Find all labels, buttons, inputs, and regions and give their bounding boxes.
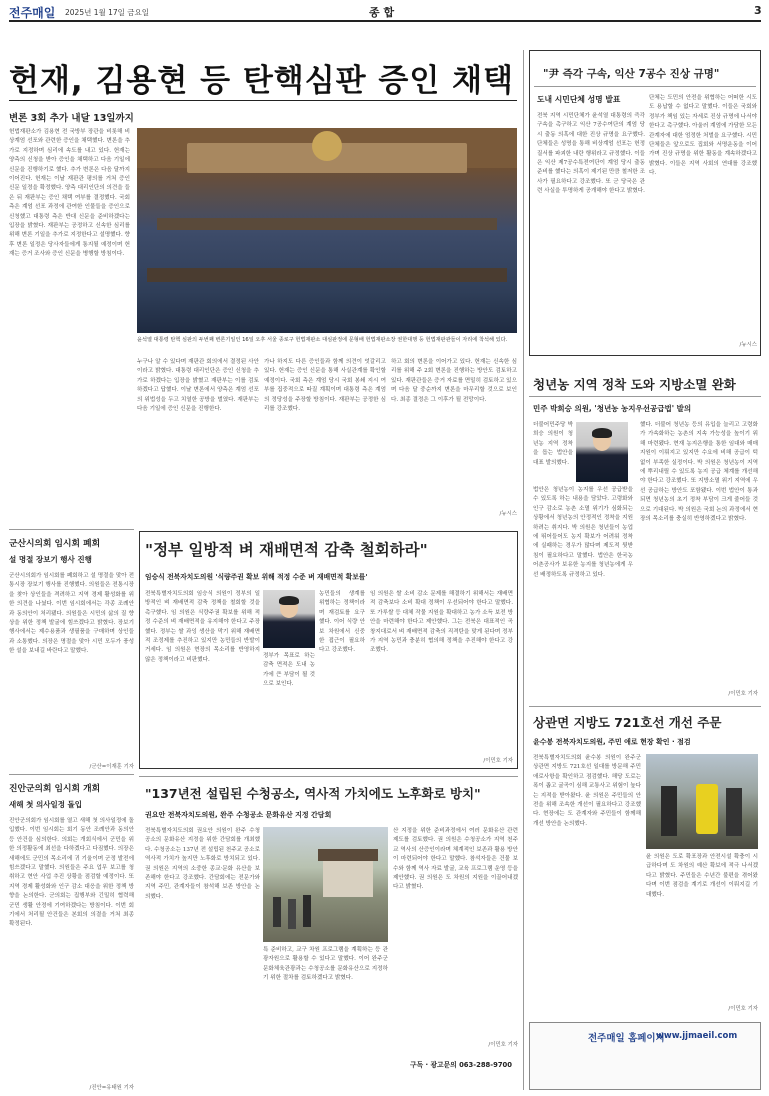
bottom-center-body-col2: 특 준비하고, 교구 차원 프로그램을 계획하는 등 관광자원으로 활용할 수 있다고 말했다. 이어 완주군 문화체육관광과는 수청공소를 문화유산으로 지정하기 위한 절차를 검토하겠다고 밝혔다. — [263, 947, 388, 982]
lead-subhead: 변론 3회 추가 내달 13일까지 — [9, 113, 134, 124]
issue-date: 2025년 1월 17일 금요일 — [65, 8, 150, 17]
lead-body-col2: 누구나 알 수 있다며 재판관 회의에서 결정된 사안이라고 밝혔다. 대통령 대리인단은 증인 신청을 추가로 하겠다는 입장을 밝혔고 재판부는 이를 검토하겠다고 답했다. 이날 변론에서 양측은 계엄 선포의 위법성을 두고 치열한 공방을 벌였다. 재판부는 다음 기일에 증인 신문을 진행한다. — [137, 359, 259, 413]
right-top-rule — [534, 86, 756, 87]
lead-body-col1: 헌법재판소가 김용현 전 국방부 장관을 비롯해 비상계엄 선포와 관련한 증인을 채택했다. 변론을 추가로 지정하며 심리에 속도를 내고 있다. 헌재는 양측의 신청을 받아 증인을 채택하고 다음 기일에 신문을 진행하기로 했다. 추가 변론은 다음 달까지 이어진다. 헌재는 이날 재판관 평의를 거쳐 증인 신문 일정을 확정했다. 양측 대리인단의 의견을 들은 뒤 재판부는 증인 채택 여부를 결정했다. 국회 측은 계엄 선포 과정에 관여한 인물들을 증인으로 신청했고 대통령 측은 반대 신문을 준비하겠다는 입장을 밝혔다. 재판부는 공정하고 신속한 심리를 위해 변론 기일을 추가로 지정한다고 설명했다. 향후 변론 일정은 당사자들에게 통지될 예정이며 헌재는 증거 조사와 증인 신문을 병행할 방침이다. — [9, 129, 130, 258]
right-top-byline: /뉴시스 — [739, 342, 757, 348]
bottom-center-byline: /이민호 기자 — [488, 1042, 518, 1048]
bottom-center-headline: "137년전 설립된 수청공소, 역사적 가치에도 노후화로 방치" — [145, 786, 481, 801]
right-top-body-col1: 전북 지역 시민단체가 윤석열 대통령의 즉각 구속을 촉구하고 익산 7공수여단의 계엄 당시 출동 의혹에 대한 진상 규명을 요구했다. 단체들은 성명을 통해 비상계엄 선포는 헌정 질서를 파괴한 내란 행위라고 규정했다. 이들은 익산 제7공수특전여단이 계엄 당시 출동 준비를 했다는 의혹이 제기된 만큼 철저한 조사가 필요하다고 강조했다. 또 군 당국은 관련 사실을 투명하게 공개해야 한다고 밝혔다. — [537, 113, 645, 195]
lead-headline: 헌재, 김용현 등 탄핵심판 증인 채택 — [9, 63, 514, 99]
homepage-label: 전주매일 홈페이지 — [588, 1033, 665, 1044]
column-divider — [523, 50, 524, 1090]
right-top-headline: "尹 즉각 구속, 익산 7공수 진상 규명" — [543, 68, 720, 80]
bottom-center-rule-top — [139, 776, 518, 777]
brand-logo: 전주매일 — [9, 6, 56, 20]
right-top-body-col2: 단체는 도민의 안전을 위협하는 어떠한 시도도 용납할 수 없다고 말했다. 이들은 국회와 정부가 책임 있는 자세로 진상 규명에 나서야 한다고 촉구했다. 아울러 계엄에 가담한 모든 관계자에 대한 엄정한 처벌을 요구했다. 시민단체들은 앞으로도 집회와 서명운동을 이어가며 진상 규명을 위한 활동을 계속하겠다고 밝혔다. 이들은 지역 사회의 연대를 강조했다. — [649, 95, 757, 177]
right-mid-body-col1: 법안은 청년농이 농지를 우선 공급받을 수 있도록 하는 내용을 담았다. 고령화와 인구 감소로 농촌 소멸 위기가 심화되는 상황에서 청년농의 안정적인 정착을 지원하려는 취지다. 박 의원은 청년들이 농업에 뛰어들어도 농지 확보가 어려워 정착에 실패하는 경우가 많다며 제도적 뒷받침이 필요하다고 말했다. 법안은 한국농어촌공사가 보유한 농지를 청년농에게 우선 배정하도록 규정하고 있다. — [533, 487, 633, 578]
left-bottom-byline: /진안=유태원 기자 — [89, 1085, 134, 1091]
center-box-body-col2b: 농민들의 생계를 위협하는 정책이라며 재검토를 요구했다. 이어 식량 안보 차원에서 신중한 접근이 필요하다고 강조했다. — [319, 591, 365, 654]
right-mid-subhead: 민주 박희승 의원, '청년농 농지우선공급법' 발의 — [533, 404, 692, 413]
lawmaker-portrait — [576, 422, 628, 482]
right-mid-body-lead: 더불어민주당 박희승 의원이 청년농 지역 정착을 돕는 법안을 대표 발의했다. — [533, 422, 573, 466]
bottom-right-headline: 상관면 지방도 721호선 개선 주문 — [533, 715, 722, 730]
right-mid-body-col2: 했다. 더불어 청년농 등의 유입을 늘리고 고령화가 가속화하는 농촌의 지속 가능성을 높이기 위해 마련됐다. 현재 농지은행을 통한 임대와 매매 지원이 이뤄지고 있지만 수요에 비해 공급이 턱없이 부족한 실정이다. 박 의원은 청년농이 지역에 뿌리내릴 수 있도록 농지 공급 체계를 개선해야 한다고 강조했다. 또 지방소멸 위기 지역에 우선 공급하는 방안도 포함됐다. 이번 법안이 통과되면 청년농의 초기 정착 부담이 크게 줄어들 것으로 기대된다. 박 의원은 국회 논의 과정에서 현장의 목소리를 충실히 반영하겠다고 밝혔다. — [640, 422, 758, 523]
bottom-right-subhead: 윤수봉 전북자치도의원, 주민 애로 현장 확인 · 점검 — [533, 738, 691, 746]
left-mid-byline: /군산=이재훈 기자 — [89, 764, 134, 770]
left-bottom-body: 진안군의회가 임시회를 열고 새해 첫 의사일정에 돌입했다. 이번 임시회는 회기 동안 조례안과 동의안 등 안건을 심의한다. 의회는 개회식에서 군민을 위한 의정활동에 최선을 다하겠다고 다짐했다. 의장은 새해에도 군민의 목소리에 귀 기울이며 군정 발전에 힘쓰겠다고 말했다. 의원들은 주요 업무 보고를 청취하고 현안 사업 추진 상황을 점검할 예정이다. 또 지역 경제 활성화와 인구 감소 대응을 위한 정책 방향을 논의한다. 군의회는 집행부와 긴밀히 협력해 군민 생활 안정에 기여하겠다는 방침이다. 이번 회기에서 처리될 안건들은 본회의 의결을 거쳐 최종 확정된다. — [9, 818, 134, 928]
left-mid-headline: 군산시의회 임시회 폐회 — [9, 539, 101, 549]
center-box-byline: /이민호 기자 — [483, 758, 513, 764]
section-name: 종 합 — [369, 6, 395, 19]
bottom-center-body-col3: 산 지정을 위한 준비과정에서 여러 문화유산 관련 제도를 검토했다. 권 의원은 수청공소가 지역 천주교 역사의 산증인이라며 체계적인 보존과 활용 방안이 마련되어야 한다고 말했다. 참석자들은 건물 보수와 함께 역사 자료 발굴, 교육 프로그램 운영 등을 제안했다. 권 의원은 도 차원의 지원을 이끌어내겠다고 밝혔다. — [393, 828, 518, 891]
right-mid-byline: /이민호 기자 — [728, 691, 758, 697]
left-mid-body: 군산시의회가 임시회를 폐회하고 설 명절을 맞아 전통시장 장보기 행사를 진행했다. 의원들은 전통시장을 찾아 상인들을 격려하고 지역 경제 활성화를 위한 의견을 나눴다. 이번 임시회에서는 각종 조례안과 동의안이 처리됐다. 의원들은 시민의 삶의 질 향상을 위한 정책 발굴에 힘쓰겠다고 밝혔다. 장보기 행사에서는 제수용품과 생필품을 구매하며 상인들과 소통했다. 의장은 명절을 맞아 시민 모두가 풍성한 설을 보내길 바란다고 말했다. — [9, 573, 134, 655]
lead-body-col4: 하고 회의 변론을 이어가고 있다. 헌재는 신속한 심리를 위해 주 2회 변론을 진행하는 방안도 검토하고 있다. 재판관들은 증거 자료를 면밀히 검토하고 있으며 다음 달 중순까지 변론을 마무리할 것으로 보인다. 최종 결정은 그 이후가 될 전망이다. — [391, 359, 517, 403]
photo-caption: 윤석열 대통령 탄핵 심판의 두번째 변론기일인 16일 오후 서울 종로구 헌법재판소 대심판정에 문형배 헌법재판소장 권한대행 등 헌법재판관들이 자리에 착석해 있다. — [137, 337, 508, 343]
left-bottom-rule-top — [9, 774, 134, 775]
page-number: 3 — [754, 4, 762, 17]
masthead-rule — [9, 20, 761, 22]
center-box-body-col3: 임 의원은 쌀 소비 감소 문제를 해결하기 위해서는 재배면적 감축보다 소비 확대 정책이 우선되어야 한다고 말했다. 또 가루쌀 등 대체 작물 지원을 확대하고 농가 소득 보전 방안을 마련해야 한다고 제안했다. 그는 전북은 대표적인 곡창지대로서 벼 재배면적 감축의 직격탄을 맞게 된다며 정부가 지역 농민과 충분히 협의해 정책을 추진해야 한다고 강조했다. — [370, 591, 513, 654]
center-box-subhead: 임승식 전북자치도의원 '식량주권 확보 위해 적정 수준 벼 재배면적 확보를' — [145, 573, 368, 581]
center-box-body-col1: 전북특별자치도의회 임승식 의원이 정부의 일방적인 벼 재배면적 감축 정책을 철회할 것을 촉구했다. 임 의원은 식량주권 확보를 위해 적정 수준의 벼 재배면적을 유지해야 한다고 주장했다. 정부는 쌀 과잉 생산을 막기 위해 재배면적 조정제를 추진하고 있지만 농민들의 반발이 거세다. 임 의원은 현장의 목소리를 반영하지 않은 정책이라고 비판했다. — [145, 591, 260, 663]
center-box-headline: "정부 일방적 벼 재배면적 감축 철회하라" — [145, 541, 428, 559]
left-bottom-headline: 진안군의회 임시회 개회 — [9, 784, 101, 794]
right-top-subhead: 도내 시민단체 성명 발표 — [537, 95, 621, 104]
left-mid-rule-top — [9, 529, 134, 530]
bottom-right-body-col2: 윤 의원은 도로 확포장과 안전시설 확충이 시급하다며 도 차원의 예산 확보에 적극 나서겠다고 밝혔다. 주민들은 수년간 불편을 겪어왔다며 이번 점검을 계기로 개선이 이뤄지길 기대했다. — [646, 854, 758, 898]
left-bottom-subhead: 새해 첫 의사일정 돌입 — [9, 800, 83, 809]
bottom-center-subhead: 권요안 전북자치도의원, 완주 수청공소 문화유산 지정 간담회 — [145, 811, 332, 819]
right-mid-rule — [529, 396, 761, 397]
bottom-right-body-col1: 전북특별자치도의회 윤수봉 의원이 완주군 상관면 지방도 721호선 일대를 방문해 주민 애로사항을 확인하고 점검했다. 해당 도로는 폭이 좁고 굴곡이 심해 교통사고 위험이 높다는 지적을 받아왔다. 윤 의원은 주민들의 안전을 위해 조속한 개선이 필요하다고 강조했다. 현장에는 도 관계자와 주민들이 함께해 개선 방안을 논의했다. — [533, 755, 641, 827]
masthead — [9, 4, 761, 19]
lead-rule — [9, 100, 517, 101]
bottom-right-rule-top — [529, 706, 761, 707]
bottom-right-byline: /이민호 기자 — [728, 1006, 758, 1012]
lead-body-col3: 가나 하지도 다른 증인들과 함께 의견이 엇갈리고 있다. 헌재는 증인 신문을 통해 사실관계를 확인할 예정이다. 국회 측은 계엄 당시 국회 봉쇄 지시 여부를 집중적으로 따질 계획이며 대통령 측은 계엄의 정당성을 주장할 방침이다. 재판부는 공정한 심리를 강조했다. — [264, 359, 386, 413]
gongso-photo — [263, 827, 388, 942]
courtroom-photo — [137, 128, 517, 333]
homepage-url[interactable]: www.jjmaeil.com — [656, 1031, 738, 1041]
left-mid-subhead: 설 명절 장보기 행사 진행 — [9, 555, 92, 564]
right-mid-headline: 청년농 지역 정착 도와 지방소멸 완화 — [533, 377, 736, 392]
road-inspection-photo — [646, 754, 758, 849]
center-box-body-col2a: 정부가 목표로 하는 감축 면적은 도내 농가에 큰 부담이 될 것으로 보인다. — [263, 653, 315, 688]
lead-byline: /뉴시스 — [499, 511, 517, 517]
lawmaker-portrait-2 — [263, 590, 315, 648]
subscription-contact: 구독 · 광고문의 063-288-9700 — [410, 1061, 513, 1069]
bottom-center-body-col1: 전북특별자치도의회 권요안 의원이 완주 수청공소의 문화유산 지정을 위한 간담회를 개최했다. 수청공소는 137년 전 설립된 천주교 공소로 역사적 가치가 높지만 노후화로 방치되고 있다. 권 의원은 지역의 소중한 종교·문화 유산을 보존해야 한다고 강조했다. 간담회에는 전문가와 지역 주민, 관계자들이 참석해 보존 방안을 논의했다. — [145, 828, 260, 900]
